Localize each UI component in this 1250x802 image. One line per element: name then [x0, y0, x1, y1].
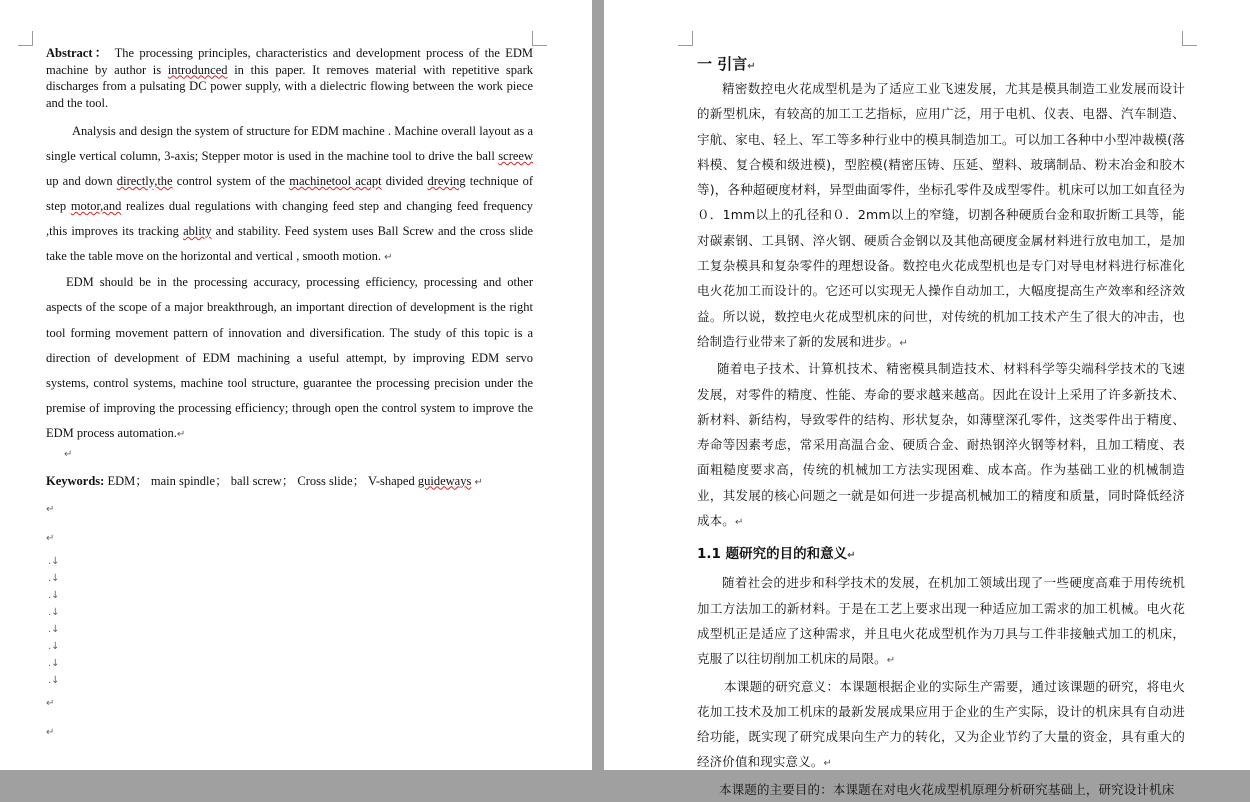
keywords-line[interactable] [46, 469, 533, 495]
paragraph-mark: ↵ [474, 476, 483, 488]
paragraph-mark: ↵ [734, 517, 744, 529]
empty-paragraph-mark[interactable]: .↓ [48, 555, 60, 567]
empty-paragraph-mark[interactable]: ↵ [46, 503, 55, 515]
empty-paragraph-mark[interactable]: ↵ [64, 449, 73, 461]
paragraph-mark: ↵ [747, 61, 756, 72]
empty-paragraph-mark[interactable]: .↓ [48, 589, 60, 601]
spelling-error[interactable]: machinetool acapt [289, 174, 382, 188]
empty-paragraph-mark[interactable]: .↓ [48, 606, 60, 618]
paragraph-mark: ↵ [176, 428, 186, 440]
section-paragraph-1[interactable] [697, 570, 1185, 673]
margin-corner-top-right [532, 31, 547, 46]
intro-paragraph-2[interactable] [697, 356, 1185, 535]
text-run: Analysis and design the system of structure for EDM machine . Machine overall layout as a single vertical column, 3-axis; Stepper motor is used in the machine tool to drive the ball [46, 123, 533, 163]
margin-corner-top-right [1182, 31, 1197, 46]
text-run: and stability. Feed system uses Ball Screw and the cross slide take the table move on the horizontal and vertical , smooth motion. [46, 224, 533, 264]
analysis-paragraph[interactable] [46, 119, 533, 271]
abstract-text-cont: in this paper. It removes material with repetitive spark discharges from a pulsating DC power supply, with a dielectric flowing between the work piece and the tool. [46, 62, 533, 111]
spelling-error[interactable]: directly,the [116, 174, 173, 188]
document-page-right[interactable] [604, 0, 1250, 797]
empty-paragraph-mark[interactable]: .↓ [48, 623, 60, 635]
margin-corner-top-left [678, 31, 693, 46]
paragraph-mark: ↵ [847, 550, 856, 562]
spelling-error[interactable]: guideways [417, 473, 472, 488]
document-page-left[interactable] [0, 0, 592, 770]
empty-paragraph-mark[interactable]: ↵ [46, 726, 55, 738]
empty-paragraph-mark[interactable]: .↓ [48, 572, 60, 584]
intro-paragraph-1[interactable] [697, 76, 1185, 356]
section-heading[interactable] [697, 541, 1185, 568]
abstract-text: The processing principles, characteristics and development process of the EDM machine by author is [46, 46, 534, 77]
section-paragraph-3[interactable] [697, 777, 1185, 802]
edm-paragraph[interactable] [46, 270, 533, 447]
right-text-column[interactable] [697, 52, 1185, 802]
text-run: 精密数控电火花成型机是为了适应工业飞速发展，尤其是模具制造工业发展而设计的新型机床，有较高的加工工艺指标，应用广泛，用于电机、仪表、电器、汽车制造、宇航、家电、轻上、军工等多种行业中的模具制造加工。可以加工各种中小型冲裁模(落料模、复合模和级进模)，型腔模(精密压铸、压延、塑料、玻璃制品、粉末冶金和胶木等)，各种超硬度材料，异型曲面零件，坐标孔零件及成型零件。机床可以加工如直径为０．1mm以上的孔径和０．2mm以上的窄缝，切割各种硬质台金和取折断工具等，能对碳素钢、工具钢、淬火钢、硬质合金钢以及其他高硬度金属材料进行放电加工，是加工复杂模具和复杂零件的理想设备。数控电火花成型机也是专门对导电材料进行标准化电火花加工而设计的。它还可以实现无人操作自动加工，大幅度提高生产效率和经济效益。所以说，数控电火花成型机床的问世，对传统的机加工技术产生了很大的冲击，也给制造行业带来了新的发展和进步。 [697, 81, 1185, 349]
spelling-error[interactable]: introdunced [167, 62, 228, 77]
text-run: 随着社会的进步和科学技术的发展，在机加工领域出现了一些硬度高难于用传统机加工方法加工的新材料。于是在工艺上要求出现一种适应加工需求的加工机械。电火花成型机正是适应了这种需求，并且电火花成型机作为刀具与工件非接触式加工的机床，克服了以往切削加工机床的局限。 [697, 575, 1185, 667]
chapter-heading[interactable] [697, 52, 1185, 76]
text-run: control system of the [172, 174, 290, 188]
paragraph-mark: ↵ [384, 252, 393, 264]
paragraph-mark: ↵ [823, 758, 833, 770]
spelling-error[interactable]: ablity [183, 224, 212, 239]
text-run: 随着电子技术、计算机技术、精密模具制造技术、材料科学等尖端科学技术的飞速发展，对零件的精度、性能、寿命的要求越来越高。因此在设计上采用了许多新技术、新材料、新结构，导致零件的结构、形状复杂，如薄壁深孔零件，这类零件出于精度、寿命等因素考虑，常采用高温合金、硬质合金、耐热钢淬火钢等材料，且加工精度、表面粗糙度要求高，传统的机械加工方法实现困难、成本高。作为基础工业的机械制造业，其发展的核心问题之一就是如何进一步提高机械加工的精度和质量，同时降低经济成本。 [697, 361, 1185, 529]
keywords-text: EDM； main spindle； ball screw； Cross slide； V-shaped [104, 473, 418, 488]
empty-paragraph-mark[interactable]: ↵ [46, 532, 55, 544]
section-paragraph-2[interactable] [697, 674, 1185, 777]
text-run: divided [381, 174, 428, 188]
text-run: up and down [46, 174, 117, 188]
spelling-error[interactable]: screew [498, 148, 533, 163]
heading-text: 1.1 题研究的目的和意义 [697, 546, 848, 563]
left-text-column[interactable] [46, 45, 533, 747]
abstract-paragraph[interactable] [46, 45, 533, 112]
paragraph-mark: ↵ [886, 655, 896, 667]
empty-paragraph-mark[interactable]: ↵ [46, 697, 55, 709]
text-run: technique of step [46, 174, 533, 214]
text-run: 本课题的主要目的：本课题在对电火花成型机原理分析研究基础上，研究设计机床 [719, 781, 1175, 797]
spelling-error[interactable]: motor,and [70, 199, 122, 214]
empty-paragraph-mark[interactable]: .↓ [48, 674, 60, 686]
margin-corner-top-left [18, 31, 33, 46]
text-run: EDM should be in the processing accuracy, processing efficiency, processing and other aspects of the scope of a major breakthrough, an important direction of development is the right tool forming movement pattern of innovation and diversification. The study of this topic is a direction of development of EDM machining a useful attempt, by improving EDM servo systems, control systems, machine tool structure, guarantee the processing precision under the premise of improving the processing efficiency; through open the control system to improve the EDM process automation. [46, 275, 533, 440]
text-run: 本课题的研究意义：本课题根据企业的实际生产需要，通过该课题的研究，将电火花加工技术及加工机床的最新发展成果应用于企业的生产实际，设计的机床具有自动进给功能，既实现了研究成果向生产力的转化，又为企业节约了大量的资金，具有重大的经济价值和现实意义。 [697, 678, 1185, 770]
empty-paragraph-mark[interactable]: .↓ [48, 657, 60, 669]
empty-paragraph-mark[interactable]: .↓ [48, 640, 60, 652]
spelling-error[interactable]: dreving [427, 174, 466, 188]
abstract-label: Abstract： [46, 46, 110, 60]
heading-text: 一 引言 [697, 55, 748, 73]
paragraph-mark: ↵ [899, 337, 908, 349]
keywords-label: Keywords: [46, 473, 105, 488]
text-run: realizes dual regulations with changing feed step and changing feed frequency ,this improves its tracking [46, 199, 533, 239]
